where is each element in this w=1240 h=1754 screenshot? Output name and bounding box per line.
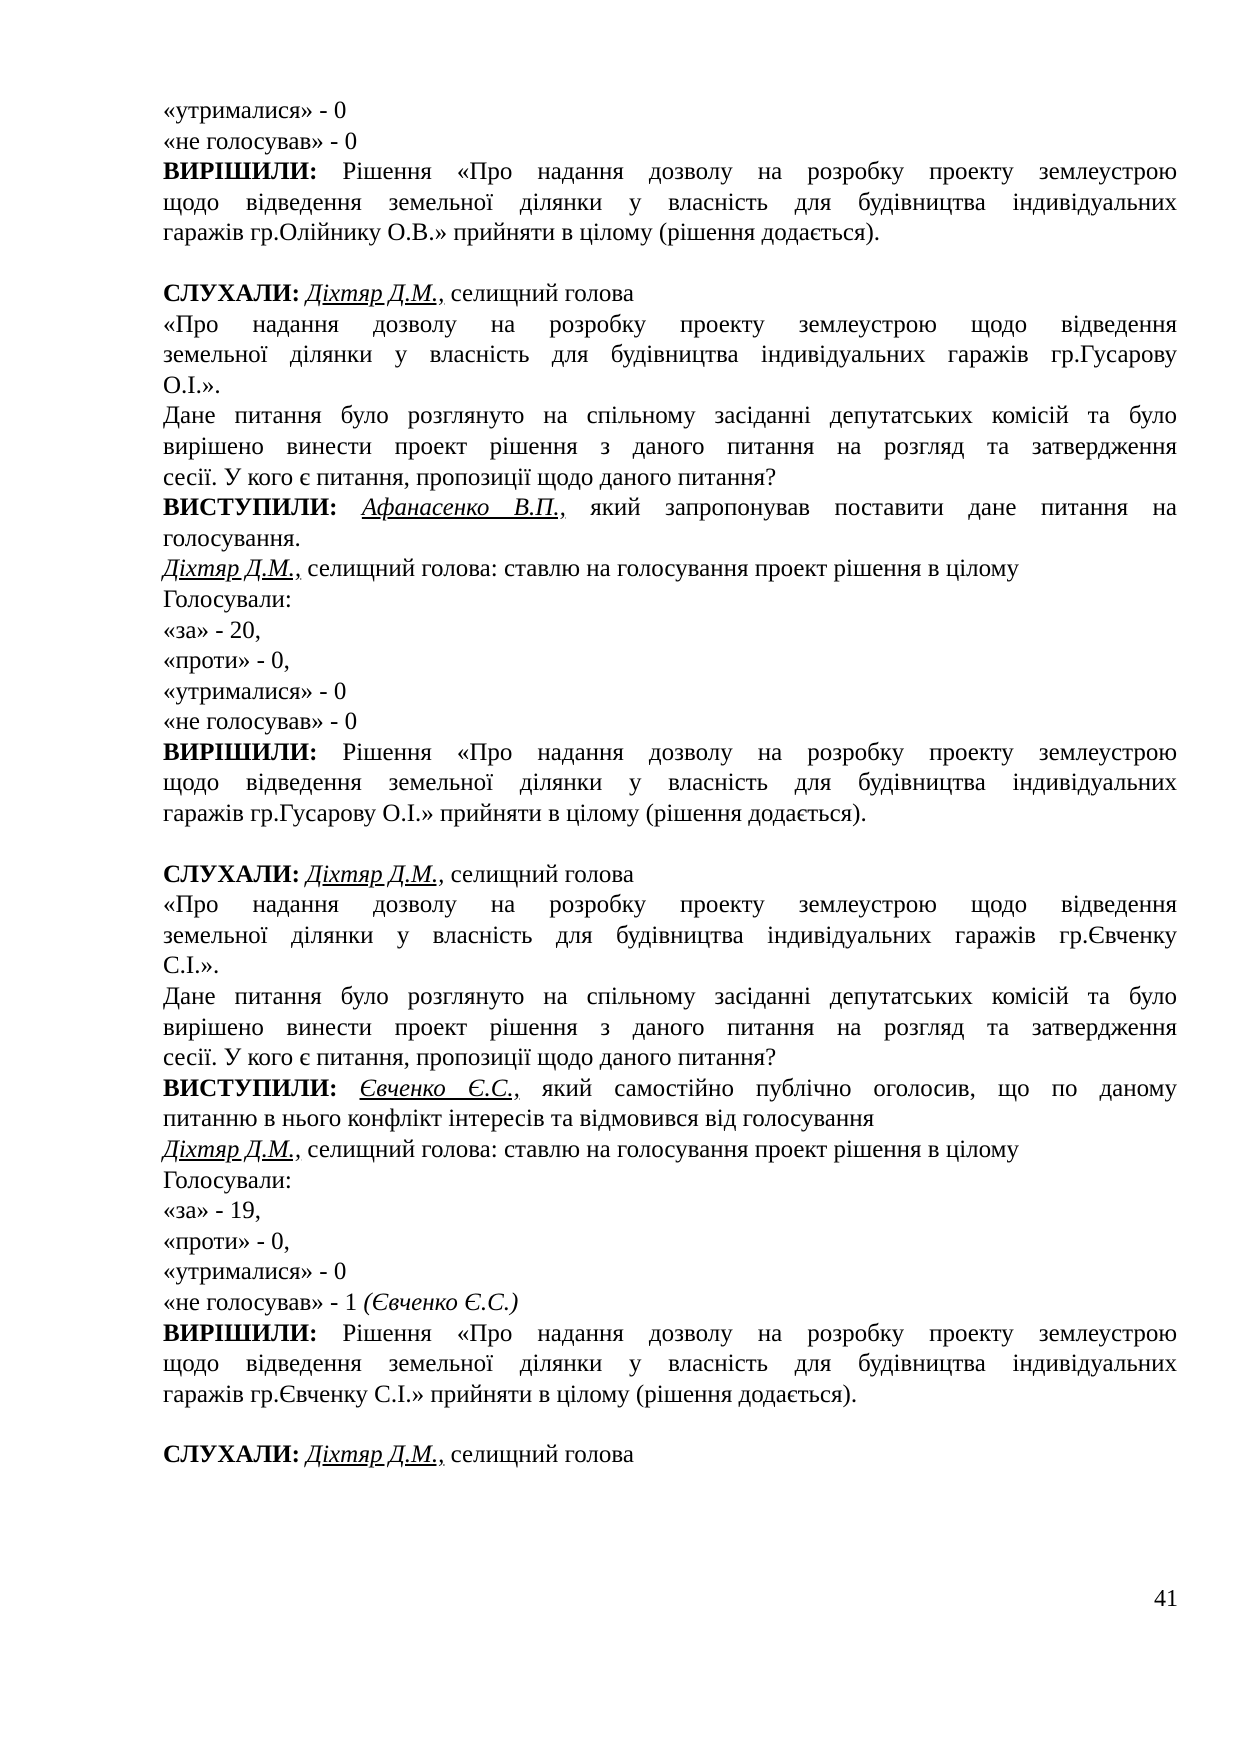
line-text: «за» - 19, <box>163 1197 262 1225</box>
line-text: гаражів гр.Євченку С.І.» прийняти в цілому (рішення додається). <box>163 1380 858 1408</box>
section-label: СЛУХАЛИ: <box>163 860 300 888</box>
line-text: «не голосував» - 1 <box>163 1288 364 1316</box>
line-text: гаражів гр.Олійнику О.В.» прийняти в цілому (рішення додається). <box>163 219 881 247</box>
line-text: «не голосував» - 0 <box>163 708 358 736</box>
text-line <box>163 1319 1177 1350</box>
speaker-name: Афанасенко В.П., <box>361 494 566 522</box>
text-line <box>163 96 1177 127</box>
text-line <box>163 1257 1177 1288</box>
section-label: ВИСТУПИЛИ: <box>163 494 338 522</box>
paragraph-gap <box>163 1410 1177 1440</box>
text-line <box>163 463 1177 494</box>
line-text: «проти» - 0, <box>163 647 290 675</box>
line-text: вирішено винести проект рішення з даного питання на розгляд та затвердження <box>163 432 1177 460</box>
line-text: Голосували: <box>163 585 292 613</box>
text-line <box>163 1013 1177 1044</box>
line-text: земельної ділянки у власність для будівництва індивідуальних гаражів гр.Гусарову <box>163 341 1177 369</box>
paragraph-gap <box>163 249 1177 279</box>
text-line <box>163 340 1177 371</box>
line-text: сесії. У кого є питання, пропозиції щодо даного питання? <box>163 463 777 491</box>
text-line <box>163 218 1177 249</box>
section-label: ВИРІШИЛИ: <box>163 1319 318 1347</box>
text-line <box>163 310 1177 341</box>
line-text <box>338 1075 360 1102</box>
line-text: Дане питання було розглянуто на спільному засіданні депутатських комісій та було <box>163 983 1177 1011</box>
text-line <box>163 1166 1177 1197</box>
text-line <box>163 1043 1177 1074</box>
text-line <box>163 677 1177 708</box>
section-label: ВИСТУПИЛИ: <box>163 1074 338 1102</box>
line-text: селищний голова: ставлю на голосування проект рішення в цілому <box>301 1136 1019 1163</box>
line-text: Рішення «Про надання дозволу на розробку проекту землеустрою <box>317 738 1177 766</box>
line-text: «утрималися» - 0 <box>163 97 347 124</box>
text-line <box>163 585 1177 616</box>
line-text: «проти» - 0, <box>163 1227 290 1255</box>
line-text: «Про надання дозволу на розробку проекту землеустрою щодо відведення <box>163 891 1177 919</box>
speaker-name: Діхтяр Д.М., <box>306 279 445 307</box>
text-line <box>163 707 1177 738</box>
line-text: «утрималися» - 0 <box>163 1258 347 1286</box>
text-line <box>163 890 1177 921</box>
line-text: селищний голова <box>444 279 634 307</box>
text-line <box>163 1196 1177 1227</box>
text-line <box>163 1074 1177 1105</box>
page-number: 41 <box>1154 1586 1178 1612</box>
speaker-name: Діхтяр Д.М., <box>163 1136 302 1163</box>
line-text: «Про надання дозволу на розробку проекту землеустрою щодо відведення <box>163 310 1177 338</box>
text-line <box>163 127 1177 158</box>
line-text: «утрималися» - 0 <box>163 677 347 705</box>
line-text: який запропонував поставити дане питання на <box>565 494 1178 522</box>
line-text: «не голосував» - 0 <box>163 127 358 155</box>
section-label: СЛУХАЛИ: <box>163 1441 300 1469</box>
line-text: щодо відведення земельної ділянки у власність для будівництва індивідуальних <box>163 1350 1177 1378</box>
text-line <box>163 1349 1177 1380</box>
text-line <box>163 738 1177 769</box>
section-label: ВИРІШИЛИ: <box>163 738 318 766</box>
line-text: селищний голова: ставлю на голосування проект рішення в цілому <box>301 555 1019 583</box>
text-line <box>163 860 1177 891</box>
text-line <box>163 493 1177 524</box>
line-text: Дане питання було розглянуто на спільному засіданні депутатських комісій та було <box>163 402 1177 430</box>
line-text: земельної ділянки у власність для будівництва індивідуальних гаражів гр.Євченку <box>163 921 1177 949</box>
text-line <box>163 799 1177 830</box>
text-line <box>163 279 1177 310</box>
line-text: вирішено винести проект рішення з даного питання на розгляд та затвердження <box>163 1013 1177 1041</box>
text-line <box>163 524 1177 555</box>
text-line <box>163 951 1177 982</box>
line-text: який самостійно публічно оголосив, що по даному <box>519 1074 1178 1102</box>
text-line <box>163 1227 1177 1258</box>
line-text: О.І.». <box>163 371 221 399</box>
text-line <box>163 371 1177 402</box>
line-text: «за» - 20, <box>163 616 262 644</box>
text-line <box>163 768 1177 799</box>
text-line <box>163 921 1177 952</box>
speaker-name: Діхтяр Д.М., <box>163 555 302 583</box>
text-line <box>163 1104 1177 1135</box>
text-line <box>163 432 1177 463</box>
text-line <box>163 157 1177 188</box>
text-line <box>163 188 1177 219</box>
line-text: сесії. У кого є питання, пропозиції щодо даного питання? <box>163 1044 777 1072</box>
line-text: щодо відведення земельної ділянки у власність для будівництва індивідуальних <box>163 769 1177 797</box>
line-text: Голосували: <box>163 1166 292 1194</box>
line-text: селищний голова <box>444 1441 634 1469</box>
line-text: гаражів гр.Гусарову О.І.» прийняти в цілому (рішення додається). <box>163 800 867 828</box>
text-line <box>163 1440 1177 1471</box>
line-text: щодо відведення земельної ділянки у власність для будівництва індивідуальних <box>163 188 1177 216</box>
text-line <box>163 646 1177 677</box>
line-text: селищний голова <box>444 860 634 888</box>
speaker-name: Євченко Є.С., <box>359 1074 520 1102</box>
line-text: С.І.». <box>163 952 220 980</box>
text-line <box>163 401 1177 432</box>
text-line <box>163 616 1177 647</box>
text-line <box>163 1380 1177 1411</box>
section-label: СЛУХАЛИ: <box>163 279 300 307</box>
text-line <box>163 1135 1177 1166</box>
text-line <box>163 554 1177 585</box>
line-text: голосування. <box>163 524 301 552</box>
document-body <box>163 96 1177 1471</box>
text-line <box>163 1288 1177 1319</box>
line-text: питанню в нього конфлікт інтересів та відмовився від голосування <box>163 1105 875 1133</box>
section-label: ВИРІШИЛИ: <box>163 158 318 186</box>
abstained-name: (Євченко Є.С.) <box>363 1288 519 1316</box>
line-text: Рішення «Про надання дозволу на розробку проекту землеустрою <box>317 158 1177 186</box>
paragraph-gap <box>163 830 1177 860</box>
line-text: Рішення «Про надання дозволу на розробку проекту землеустрою <box>317 1319 1177 1347</box>
speaker-name: Діхтяр Д.М., <box>306 860 445 888</box>
line-text <box>338 494 362 521</box>
speaker-name: Діхтяр Д.М., <box>306 1441 445 1469</box>
text-line <box>163 982 1177 1013</box>
